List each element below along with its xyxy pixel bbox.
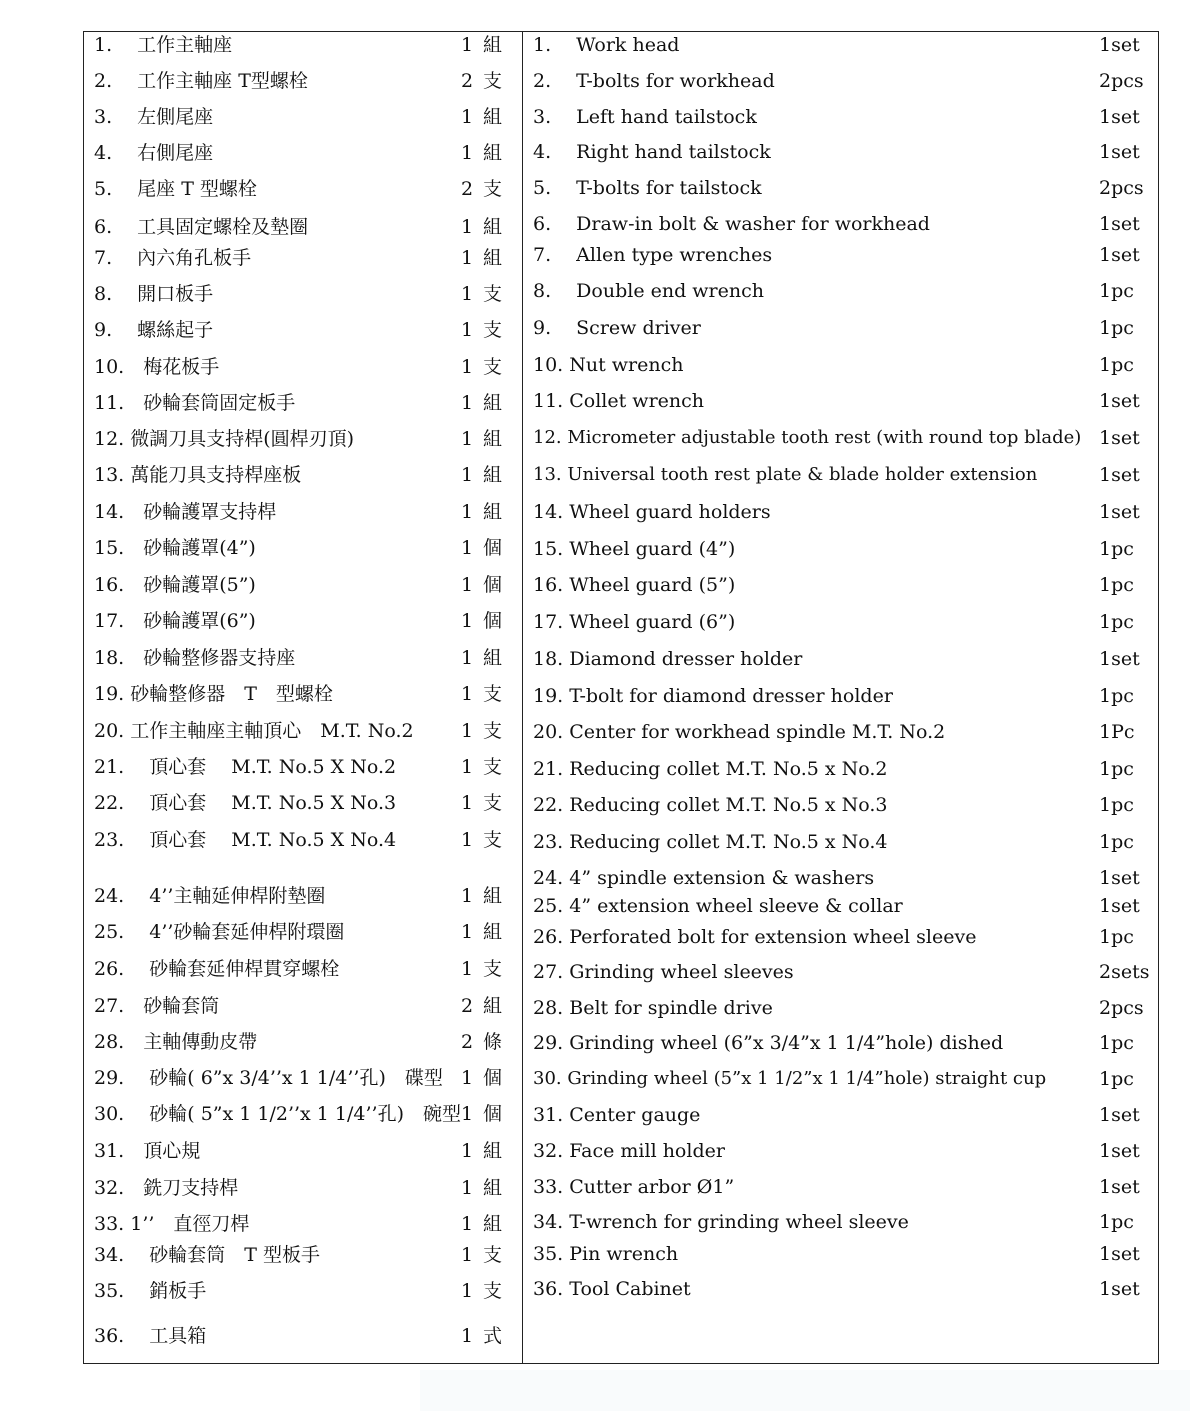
right-item-qty: 1pc — [1099, 611, 1134, 633]
right-item-text: 33. Cutter arbor Ø1” — [533, 1176, 735, 1198]
left-item-qty: 1 — [461, 647, 474, 669]
left-item-text: 18. 砂輪整修器支持座 — [94, 647, 296, 669]
left-item-qty: 1 — [461, 574, 474, 596]
right-item-text: 29. Grinding wheel (6”x 3/4”x 1 1/4”hole) dished — [533, 1032, 1004, 1054]
right-item-qty: 1set — [1099, 427, 1140, 449]
left-item-qty: 2 — [461, 178, 474, 200]
left-item-text: 34. 砂輪套筒 T 型板手 — [94, 1244, 320, 1266]
left-item-unit: 組 — [483, 995, 503, 1017]
right-item-text: 17. Wheel guard (6”) — [533, 611, 736, 633]
right-item-qty: 1pc — [1099, 538, 1134, 560]
left-item-qty: 1 — [461, 464, 474, 486]
left-item-unit: 組 — [483, 142, 503, 164]
right-item-text: 1. Work head — [533, 34, 680, 56]
right-item-qty: 1set — [1099, 1243, 1140, 1265]
left-item-unit: 組 — [483, 885, 503, 907]
left-item-qty: 1 — [461, 392, 474, 414]
left-item-unit: 支 — [483, 958, 503, 980]
left-item-text: 16. 砂輪護罩(5”) — [94, 574, 256, 596]
right-item-text: 27. Grinding wheel sleeves — [533, 961, 794, 983]
left-item-unit: 式 — [483, 1325, 503, 1347]
left-item-unit: 支 — [483, 792, 503, 814]
right-item-text: 11. Collet wrench — [533, 390, 705, 412]
right-item-qty: 1set — [1099, 244, 1140, 266]
left-item-qty: 2 — [461, 70, 474, 92]
right-item-qty: 1pc — [1099, 794, 1134, 816]
left-item-qty: 1 — [461, 319, 474, 341]
right-item-text: 8. Double end wrench — [533, 280, 764, 302]
left-item-unit: 個 — [483, 574, 503, 596]
left-item-unit: 支 — [483, 1244, 503, 1266]
left-item-unit: 個 — [483, 610, 503, 632]
left-item-text: 27. 砂輪套筒 — [94, 995, 220, 1017]
left-item-text: 22. 頂心套 M.T. No.5 X No.3 — [94, 792, 397, 814]
left-item-qty: 1 — [461, 1067, 474, 1089]
right-item-qty: 1set — [1099, 464, 1140, 486]
right-item-text: 10. Nut wrench — [533, 354, 684, 376]
left-item-unit: 支 — [483, 756, 503, 778]
left-item-unit: 組 — [483, 1140, 503, 1162]
left-item-qty: 1 — [461, 283, 474, 305]
left-item-qty: 1 — [461, 720, 474, 742]
parts-list-table — [83, 31, 1159, 1364]
left-item-qty: 1 — [461, 216, 474, 238]
right-item-text: 5. T-bolts for tailstock — [533, 177, 762, 199]
right-item-text: 23. Reducing collet M.T. No.5 x No.4 — [533, 831, 888, 853]
right-item-text: 14. Wheel guard holders — [533, 501, 771, 523]
left-item-qty: 1 — [461, 683, 474, 705]
left-item-qty: 1 — [461, 1244, 474, 1266]
right-item-text: 18. Diamond dresser holder — [533, 648, 803, 670]
right-item-qty: 1pc — [1099, 831, 1134, 853]
left-item-qty: 1 — [461, 1325, 474, 1347]
left-item-unit: 個 — [483, 1103, 503, 1125]
left-item-unit: 支 — [483, 683, 503, 705]
left-item-text: 9. 螺絲起子 — [94, 319, 214, 341]
right-item-qty: 1pc — [1099, 1068, 1134, 1090]
left-item-text: 31. 頂心規 — [94, 1140, 201, 1162]
right-item-text: 36. Tool Cabinet — [533, 1278, 691, 1300]
left-item-text: 5. 尾座 T 型螺栓 — [94, 178, 257, 200]
right-item-qty: 1set — [1099, 1140, 1140, 1162]
left-item-qty: 1 — [461, 792, 474, 814]
right-item-text: 30. Grinding wheel (5”x 1 1/2”x 1 1/4”hole) straight cup — [533, 1068, 1047, 1089]
right-item-qty: 1set — [1099, 895, 1140, 917]
right-item-qty: 1set — [1099, 1104, 1140, 1126]
left-item-qty: 1 — [461, 34, 474, 56]
left-item-text: 8. 開口板手 — [94, 283, 214, 305]
left-item-qty: 1 — [461, 829, 474, 851]
left-item-text: 1. 工作主軸座 — [94, 34, 233, 56]
left-item-unit: 條 — [483, 1031, 503, 1053]
left-item-text: 2. 工作主軸座 T型螺栓 — [94, 70, 308, 92]
left-item-text: 4. 右側尾座 — [94, 142, 214, 164]
right-item-qty: 1pc — [1099, 926, 1134, 948]
right-item-qty: 1set — [1099, 501, 1140, 523]
left-item-qty: 1 — [461, 885, 474, 907]
left-item-unit: 支 — [483, 829, 503, 851]
left-item-text: 21. 頂心套 M.T. No.5 X No.2 — [94, 756, 397, 778]
left-item-text: 14. 砂輪護罩支持桿 — [94, 501, 277, 523]
right-item-qty: 1pc — [1099, 317, 1134, 339]
left-item-qty: 1 — [461, 1103, 474, 1125]
right-item-text: 28. Belt for spindle drive — [533, 997, 773, 1019]
right-item-text: 26. Perforated bolt for extension wheel sleeve — [533, 926, 977, 948]
left-item-text: 35. 銷板手 — [94, 1280, 207, 1302]
right-item-qty: 1pc — [1099, 574, 1134, 596]
left-item-qty: 1 — [461, 356, 474, 378]
left-item-text: 25. 4’’砂輪套延伸桿附環圈 — [94, 921, 345, 943]
left-item-text: 29. 砂輪( 6”x 3/4’’x 1 1/4’’孔) 碟型 — [94, 1067, 443, 1089]
left-item-unit: 組 — [483, 428, 503, 450]
left-item-unit: 支 — [483, 319, 503, 341]
left-item-text: 13. 萬能刀具支持桿座板 — [94, 464, 302, 486]
right-item-qty: 1set — [1099, 390, 1140, 412]
left-item-text: 10. 梅花板手 — [94, 356, 220, 378]
right-item-text: 22. Reducing collet M.T. No.5 x No.3 — [533, 794, 888, 816]
left-item-text: 26. 砂輪套延伸桿貫穿螺栓 — [94, 958, 340, 980]
right-item-qty: 1pc — [1099, 758, 1134, 780]
left-item-unit: 組 — [483, 247, 503, 269]
left-item-text: 17. 砂輪護罩(6”) — [94, 610, 256, 632]
right-item-qty: 2pcs — [1099, 70, 1144, 92]
left-item-qty: 1 — [461, 958, 474, 980]
left-item-unit: 個 — [483, 537, 503, 559]
left-item-unit: 組 — [483, 1213, 503, 1235]
right-item-text: 35. Pin wrench — [533, 1243, 679, 1265]
left-item-text: 3. 左側尾座 — [94, 106, 214, 128]
column-divider — [522, 32, 523, 1363]
left-item-text: 23. 頂心套 M.T. No.5 X No.4 — [94, 829, 397, 851]
left-item-text: 15. 砂輪護罩(4”) — [94, 537, 256, 559]
right-item-text: 4. Right hand tailstock — [533, 141, 771, 163]
right-item-text: 13. Universal tooth rest plate & blade holder extension — [533, 464, 1038, 485]
left-item-text: 19. 砂輪整修器 T 型螺栓 — [94, 683, 333, 705]
left-item-unit: 組 — [483, 34, 503, 56]
right-item-qty: 1Pc — [1099, 721, 1135, 743]
left-item-unit: 組 — [483, 501, 503, 523]
left-item-qty: 1 — [461, 501, 474, 523]
right-item-text: 2. T-bolts for workhead — [533, 70, 775, 92]
left-item-text: 36. 工具箱 — [94, 1325, 207, 1347]
right-item-qty: 1set — [1099, 213, 1140, 235]
right-item-qty: 1set — [1099, 1176, 1140, 1198]
left-item-qty: 1 — [461, 610, 474, 632]
left-item-text: 32. 銑刀支持桿 — [94, 1177, 239, 1199]
right-item-qty: 1set — [1099, 141, 1140, 163]
left-item-unit: 支 — [483, 178, 503, 200]
left-item-unit: 組 — [483, 106, 503, 128]
right-item-text: 15. Wheel guard (4”) — [533, 538, 736, 560]
left-item-qty: 1 — [461, 1140, 474, 1162]
right-item-qty: 1pc — [1099, 354, 1134, 376]
left-item-qty: 1 — [461, 1280, 474, 1302]
left-item-qty: 1 — [461, 1213, 474, 1235]
right-item-qty: 1set — [1099, 106, 1140, 128]
left-item-qty: 1 — [461, 142, 474, 164]
left-item-unit: 組 — [483, 1177, 503, 1199]
left-item-unit: 組 — [483, 392, 503, 414]
left-item-unit: 支 — [483, 70, 503, 92]
right-item-text: 9. Screw driver — [533, 317, 701, 339]
right-item-text: 34. T-wrench for grinding wheel sleeve — [533, 1211, 909, 1233]
right-item-qty: 1set — [1099, 34, 1140, 56]
right-item-qty: 1pc — [1099, 1211, 1134, 1233]
left-item-unit: 支 — [483, 283, 503, 305]
right-item-text: 32. Face mill holder — [533, 1140, 725, 1162]
left-item-unit: 個 — [483, 1067, 503, 1089]
right-item-qty: 1set — [1099, 1278, 1140, 1300]
right-item-qty: 1set — [1099, 648, 1140, 670]
left-item-qty: 1 — [461, 247, 474, 269]
left-item-text: 11. 砂輪套筒固定板手 — [94, 392, 296, 414]
left-item-unit: 支 — [483, 356, 503, 378]
left-item-qty: 2 — [461, 1031, 474, 1053]
left-item-qty: 1 — [461, 1177, 474, 1199]
right-item-text: 19. T-bolt for diamond dresser holder — [533, 685, 893, 707]
right-item-text: 21. Reducing collet M.T. No.5 x No.2 — [533, 758, 888, 780]
right-item-text: 16. Wheel guard (5”) — [533, 574, 736, 596]
left-item-text: 33. 1’’ 直徑刀桿 — [94, 1213, 250, 1235]
right-item-text: 12. Micrometer adjustable tooth rest (with round top blade) — [533, 427, 1082, 448]
left-item-unit: 支 — [483, 1280, 503, 1302]
left-item-qty: 1 — [461, 106, 474, 128]
left-item-qty: 1 — [461, 428, 474, 450]
right-item-qty: 2sets — [1099, 961, 1150, 983]
right-item-qty: 1set — [1099, 867, 1140, 889]
right-item-text: 6. Draw-in bolt & washer for workhead — [533, 213, 930, 235]
left-item-unit: 組 — [483, 921, 503, 943]
right-item-qty: 2pcs — [1099, 177, 1144, 199]
right-item-text: 20. Center for workhead spindle M.T. No.2 — [533, 721, 946, 743]
right-item-qty: 1pc — [1099, 280, 1134, 302]
right-item-text: 7. Allen type wrenches — [533, 244, 773, 266]
right-item-qty: 1pc — [1099, 685, 1134, 707]
right-item-text: 3. Left hand tailstock — [533, 106, 757, 128]
left-item-text: 12. 微調刀具支持桿(圓桿刃頂) — [94, 428, 355, 450]
left-item-qty: 1 — [461, 756, 474, 778]
right-item-qty: 1pc — [1099, 1032, 1134, 1054]
right-item-qty: 2pcs — [1099, 997, 1144, 1019]
left-item-unit: 組 — [483, 464, 503, 486]
left-item-text: 24. 4’’主軸延伸桿附墊圈 — [94, 885, 326, 907]
left-item-unit: 支 — [483, 720, 503, 742]
left-item-unit: 組 — [483, 647, 503, 669]
left-item-unit: 組 — [483, 216, 503, 238]
right-item-text: 25. 4” extension wheel sleeve & collar — [533, 895, 903, 917]
bottom-shade — [420, 1370, 1190, 1411]
left-item-text: 30. 砂輪( 5”x 1 1/2’’x 1 1/4’’孔) 碗型 — [94, 1103, 462, 1125]
left-item-text: 7. 內六角孔板手 — [94, 247, 252, 269]
left-item-text: 6. 工具固定螺栓及墊圈 — [94, 216, 309, 238]
left-item-text: 28. 主軸傳動皮帶 — [94, 1031, 258, 1053]
right-item-text: 31. Center gauge — [533, 1104, 701, 1126]
left-item-text: 20. 工作主軸座主軸頂心 M.T. No.2 — [94, 720, 414, 742]
left-item-qty: 1 — [461, 537, 474, 559]
left-item-qty: 1 — [461, 921, 474, 943]
left-item-qty: 2 — [461, 995, 474, 1017]
right-item-text: 24. 4” spindle extension & washers — [533, 867, 875, 889]
